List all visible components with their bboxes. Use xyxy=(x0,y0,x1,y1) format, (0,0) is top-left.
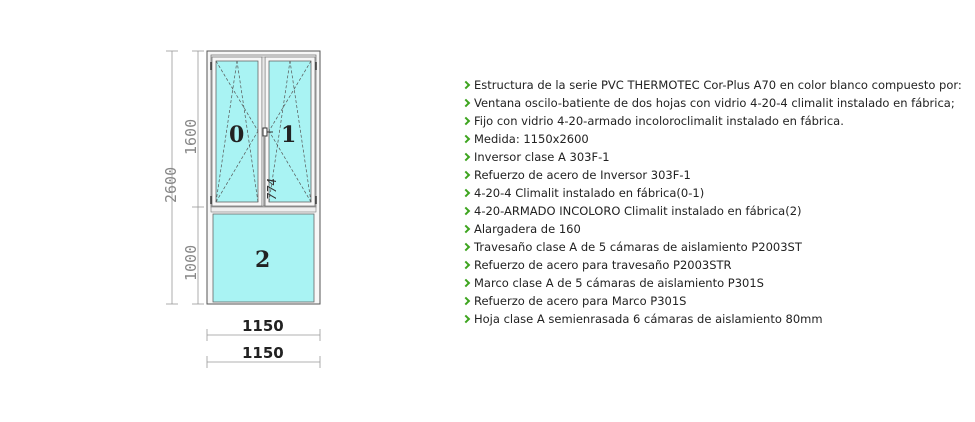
lower-height-label: 1000 xyxy=(182,244,200,281)
panel-label-1: 1 xyxy=(281,122,297,148)
spec-item: Refuerzo de acero para travesaño P2003STR xyxy=(462,256,962,274)
spec-item: Travesaño clase A de 5 cámaras de aislamiento P2003ST xyxy=(462,238,962,256)
spec-item: Medida: 1150x2600 xyxy=(462,130,962,148)
upper-height-label: 1600 xyxy=(182,118,200,155)
spec-item: Fijo con vidrio 4-20-armado incoloroclimalit instalado en fábrica. xyxy=(462,112,962,130)
spec-item: 4-20-4 Climalit instalado en fábrica(0-1) xyxy=(462,184,962,202)
spec-item: Inversor clase A 303F-1 xyxy=(462,148,962,166)
spec-item: Ventana oscilo-batiente de dos hojas con vidrio 4-20-4 climalit instalado en fábrica; xyxy=(462,94,962,112)
spec-item: Alargadera de 160 xyxy=(462,220,962,238)
transom xyxy=(211,207,316,212)
spec-list xyxy=(462,76,962,328)
panel-label-0: 0 xyxy=(229,122,245,148)
handle-height-label: 774 xyxy=(265,178,279,200)
spec-item: Marco clase A de 5 cámaras de aislamiento P301S xyxy=(462,274,962,292)
spec-item: Refuerzo de acero para Marco P301S xyxy=(462,292,962,310)
panel-label-2: 2 xyxy=(255,247,271,273)
spec-item: Hoja clase A semienrasada 6 cámaras de aislamiento 80mm xyxy=(462,310,962,328)
spec-item: Estructura de la serie PVC THERMOTEC Cor-Plus A70 en color blanco compuesto por: xyxy=(462,76,962,94)
spec-item: Refuerzo de acero de Inversor 303F-1 xyxy=(462,166,962,184)
total-height-label: 2600 xyxy=(162,166,180,203)
spec-item: 4-20-ARMADO INCOLORO Climalit instalado en fábrica(2) xyxy=(462,202,962,220)
window-drawing xyxy=(0,0,440,422)
width-label-bottom: 1150 xyxy=(242,344,284,362)
width-label-top: 1150 xyxy=(242,317,284,335)
